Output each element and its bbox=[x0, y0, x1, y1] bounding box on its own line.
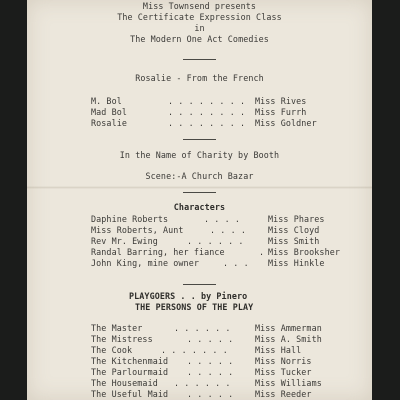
play3-cast-role-1: The Master bbox=[91, 323, 143, 333]
play1-cast-leader-2: . . . . . . . . bbox=[168, 107, 246, 117]
play1-cast-actor-2: Miss Furrh bbox=[255, 107, 307, 117]
play3-cast-leader-5: . . . . . bbox=[187, 367, 234, 377]
header-line-4: The Modern One Act Comedies bbox=[130, 34, 269, 44]
play3-cast-role-7: The Useful Maid bbox=[91, 389, 169, 399]
play3-cast-actor-4: Miss Norris bbox=[255, 356, 312, 366]
play1-cast-leader-1: . . . . . . . . bbox=[168, 96, 246, 106]
play2-cast-leader-4: . bbox=[259, 247, 265, 257]
play2-cast-actor-3: Miss Smith bbox=[268, 236, 320, 246]
play3-cast-leader-2: . . . . . bbox=[187, 334, 234, 344]
play2-cast-role-3: Rev Mr. Ewing bbox=[91, 236, 158, 246]
play3-cast-actor-1: Miss Ammerman bbox=[255, 323, 322, 333]
play3-cast-actor-6: Miss Williams bbox=[255, 378, 322, 388]
play2-title: In the Name of Charity by Booth bbox=[119, 150, 280, 160]
play3-persons-heading: THE PERSONS OF THE PLAY bbox=[135, 302, 254, 312]
play3-cast-role-3: The Cook bbox=[91, 345, 133, 355]
play2-cast-leader-1: . . . . bbox=[204, 214, 240, 224]
play2-cast-actor-4: Miss Brooksher bbox=[268, 247, 340, 257]
play3-cast-actor-2: Miss A. Smith bbox=[255, 334, 322, 344]
play3-cast-leader-3: . . . . . . . bbox=[161, 345, 228, 355]
play2-cast-role-2: Miss Roberts, Aunt bbox=[91, 225, 184, 235]
play3-cast-actor-5: Miss Tucker bbox=[255, 367, 312, 377]
play3-cast-role-6: The Housemaid bbox=[91, 378, 158, 388]
divider-rule bbox=[183, 192, 216, 193]
play1-cast-role-1: M. Bol bbox=[91, 96, 122, 106]
play1-cast-leader-3: . . . . . . . . bbox=[168, 118, 246, 128]
play1-cast-role-3: Rosalie bbox=[91, 118, 127, 128]
play3-title: PLAYGOERS . . by Pinero bbox=[129, 291, 248, 301]
play1-cast-actor-3: Miss Goldner bbox=[255, 118, 317, 128]
play3-cast-leader-4: . . . . . bbox=[187, 356, 234, 366]
page-fold bbox=[27, 186, 372, 189]
play2-characters-heading: Characters bbox=[173, 202, 226, 212]
header-line-2: The Certificate Expression Class bbox=[117, 12, 282, 22]
divider-rule bbox=[183, 139, 216, 140]
play3-cast-role-2: The Mistress bbox=[91, 334, 153, 344]
play3-cast-role-5: The Parlourmaid bbox=[91, 367, 169, 377]
divider-rule bbox=[183, 59, 216, 60]
play2-cast-actor-5: Miss Hinkle bbox=[268, 258, 325, 268]
play1-title: Rosalie - From the French bbox=[135, 73, 264, 83]
header-line-3: in bbox=[194, 23, 205, 33]
play2-cast-role-1: Daphine Roberts bbox=[91, 214, 169, 224]
play2-cast-role-5: John King, mine owner bbox=[91, 258, 199, 268]
play2-cast-leader-5: . . . bbox=[223, 258, 249, 268]
play2-cast-leader-3: . . . . . . bbox=[187, 236, 244, 246]
play3-cast-role-4: The Kitchenmaid bbox=[91, 356, 169, 366]
play2-scene: Scene:-A Church Bazar bbox=[145, 171, 254, 181]
play2-cast-role-4: Randal Barring, her fiance bbox=[91, 247, 225, 257]
divider-rule bbox=[183, 284, 216, 285]
play3-cast-leader-6: . . . . . . bbox=[174, 378, 231, 388]
play2-cast-actor-1: Miss Phares bbox=[268, 214, 325, 224]
play3-cast-leader-1: . . . . . . bbox=[174, 323, 231, 333]
play3-cast-actor-7: Miss Reeder bbox=[255, 389, 312, 399]
header-line-1: Miss Townsend presents bbox=[142, 1, 257, 11]
program-page bbox=[27, 0, 372, 400]
play2-cast-actor-2: Miss Cloyd bbox=[268, 225, 320, 235]
play1-cast-role-2: Mad Bol bbox=[91, 107, 127, 117]
play1-cast-actor-1: Miss Rives bbox=[255, 96, 307, 106]
play2-cast-leader-2: . . . . bbox=[210, 225, 246, 235]
play3-cast-actor-3: Miss Hall bbox=[255, 345, 302, 355]
play3-cast-leader-7: . . . . . bbox=[187, 389, 234, 399]
